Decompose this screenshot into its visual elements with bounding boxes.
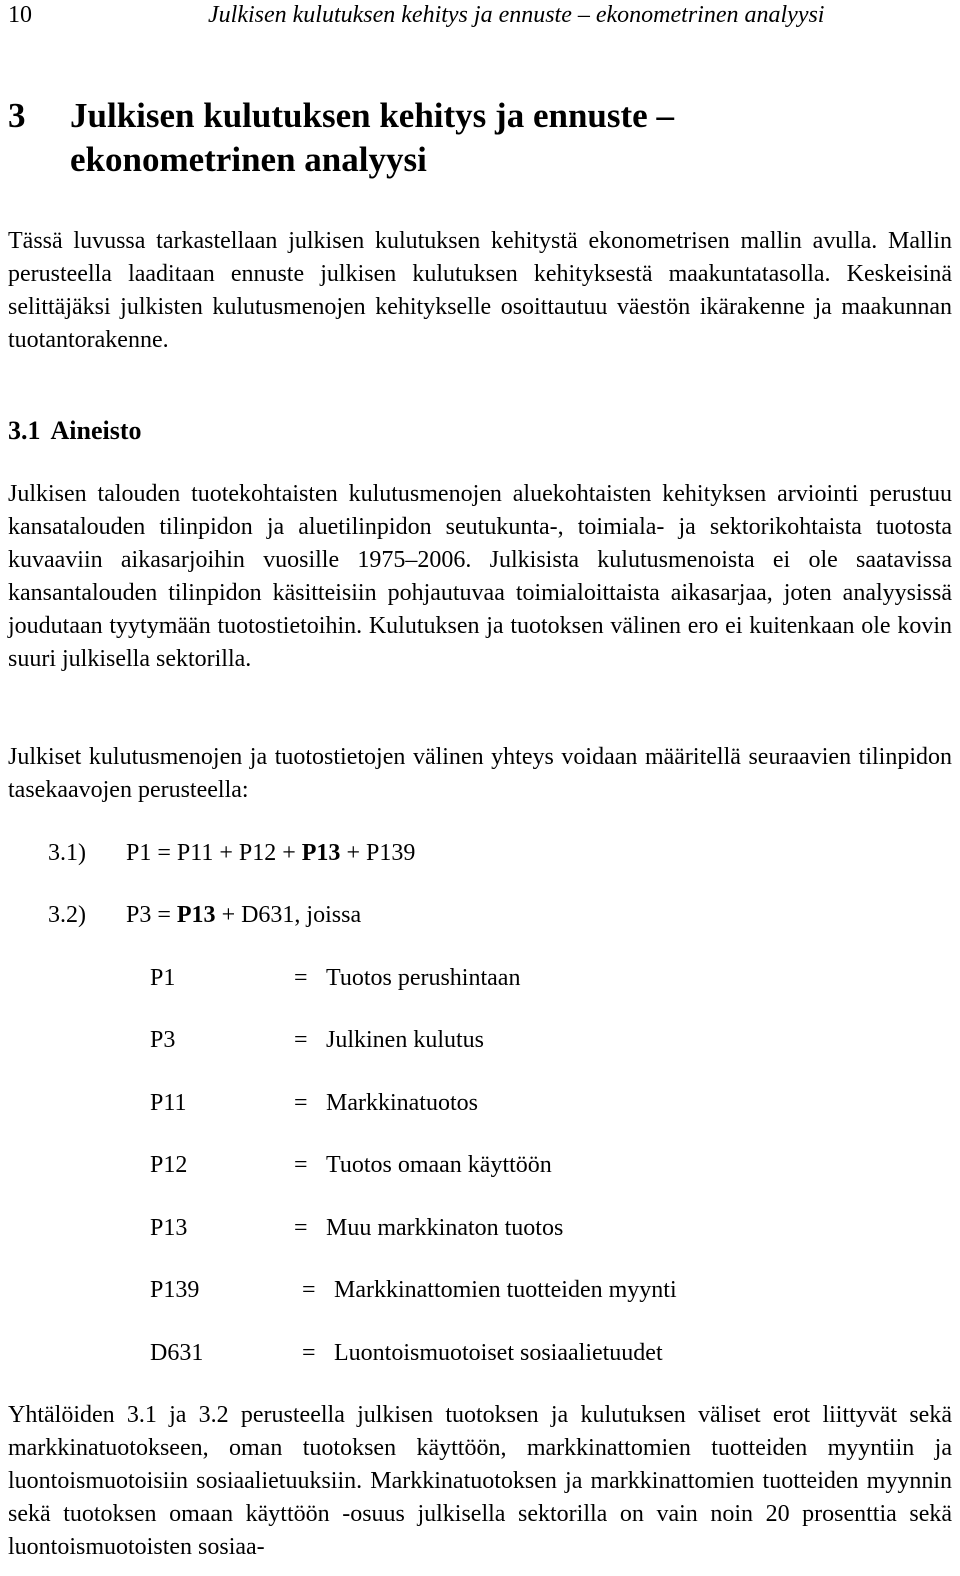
- running-header: [8, 0, 956, 32]
- definition-row: [150, 1212, 850, 1244]
- section-heading: [8, 414, 142, 448]
- section-number: 3.1: [8, 416, 41, 445]
- definition-description: Markkinattomien tuotteiden myynti: [334, 1277, 677, 1303]
- equation-rhs: + P139: [340, 840, 416, 866]
- page-number: 10: [8, 2, 32, 28]
- section-title: Aineisto: [50, 416, 142, 445]
- equation-highlight: P13: [176, 902, 216, 928]
- definition-description: Muu markkinaton tuotos: [326, 1215, 564, 1241]
- definition-symbol: P1: [150, 965, 176, 991]
- definition-equals: =: [302, 1340, 316, 1366]
- definition-row: [150, 1337, 850, 1369]
- definition-row: [150, 1024, 850, 1056]
- definition-symbol: P11: [150, 1090, 187, 1116]
- intro-paragraph: Tässä luvussa tarkastellaan julkisen kulutuksen kehitystä ekonometrisen mallin avulla. Mallin perusteella laaditaan ennuste julkisen kulutuksen kehityksestä maakuntatasolla. Keskeisinä selittäjäksi julkisten kulutusmenojen kehitykselle osoittautuu väestön ikärakenne ja maakunnan tuotantorakenne.: [8, 228, 952, 353]
- body-paragraph-3: Yhtälöiden 3.1 ja 3.2 perusteella julkisen tuotoksen ja kulutuksen väliset erot liittyvät sekä markkinatuotokseen, oman tuotoksen käyttöön, markkinattomien tuotteiden myyntiin ja luontoismuotoisiin sosiaalietuuksiin. Markkinatuotoksen ja markkinattomien tuotteiden myynnin sekä tuotoksen omaan käyttöön -osuus julkisella sektorilla on vain noin 20 prosenttia sekä luontoismuotoisten sosiaa-: [8, 1402, 952, 1560]
- definition-description: Tuotos omaan käyttöön: [326, 1152, 552, 1178]
- running-title: Julkisen kulutuksen kehitys ja ennuste – ekonometrinen analyysi: [208, 2, 825, 28]
- equation-lhs: P1 = P11 + P12 +: [126, 840, 302, 866]
- definition-row: [150, 1149, 850, 1181]
- body-paragraph-1: Julkisen talouden tuotekohtaisten kulutusmenojen aluekohtaisten kehityksen arviointi perustuu kansatalouden tilinpidon ja aluetilinpidon seutukunta-, toimiala- ja sektorikohtaista tuotosta kuvaaviin aikasarjoihin vuosille 1975–2006. Julkisista kulutusmenoista ei ole saatavissa kansantalouden tilinpidon käsitteisiin pohjautuvaa toimialoittaista aikasarjaa, joten analyysissä joudutaan tyytymään tuotostietoihin. Kulutuksen ja tuotoksen välinen ero ei kuitenkaan ole kovin suuri julkisella sektorilla.: [8, 481, 952, 672]
- definition-symbol: P139: [150, 1277, 200, 1303]
- definition-equals: =: [294, 1152, 308, 1178]
- definition-row: [150, 962, 850, 994]
- equation-body: [126, 899, 361, 931]
- definition-row: [150, 1087, 850, 1119]
- definition-description: Tuotos perushintaan: [326, 965, 521, 991]
- equation-number: 3.1): [48, 840, 86, 866]
- definition-description: Julkinen kulutus: [326, 1027, 485, 1053]
- body-paragraph-2: Julkiset kulutusmenojen ja tuotostietojen välinen yhteys voidaan määritellä seuraavien tilinpidon tasekaavojen perusteella:: [8, 744, 952, 803]
- definition-symbol: P12: [150, 1152, 188, 1178]
- definition-equals: =: [294, 1090, 308, 1116]
- definition-row: [150, 1274, 850, 1306]
- definition-equals: =: [294, 1027, 308, 1053]
- chapter-title: Julkisen kulutuksen kehitys ja ennuste – ekonometrinen analyysi: [70, 96, 674, 179]
- equation-rhs: + D631, joissa: [215, 902, 362, 928]
- equation-number: 3.2): [48, 902, 86, 928]
- definition-equals: =: [294, 1215, 308, 1241]
- definition-symbol: P13: [150, 1215, 188, 1241]
- definition-equals: =: [302, 1277, 316, 1303]
- definition-equals: =: [294, 965, 308, 991]
- definition-description: Luontoismuotoiset sosiaalietuudet: [334, 1340, 663, 1366]
- definition-symbol: D631: [150, 1340, 204, 1366]
- definition-description: Markkinatuotos: [326, 1090, 478, 1116]
- definition-symbol: P3: [150, 1027, 176, 1053]
- chapter-number: 3: [8, 96, 26, 135]
- equation-lhs: P3 =: [126, 902, 177, 928]
- equation-body: [126, 837, 415, 869]
- equation-highlight: P13: [301, 840, 341, 866]
